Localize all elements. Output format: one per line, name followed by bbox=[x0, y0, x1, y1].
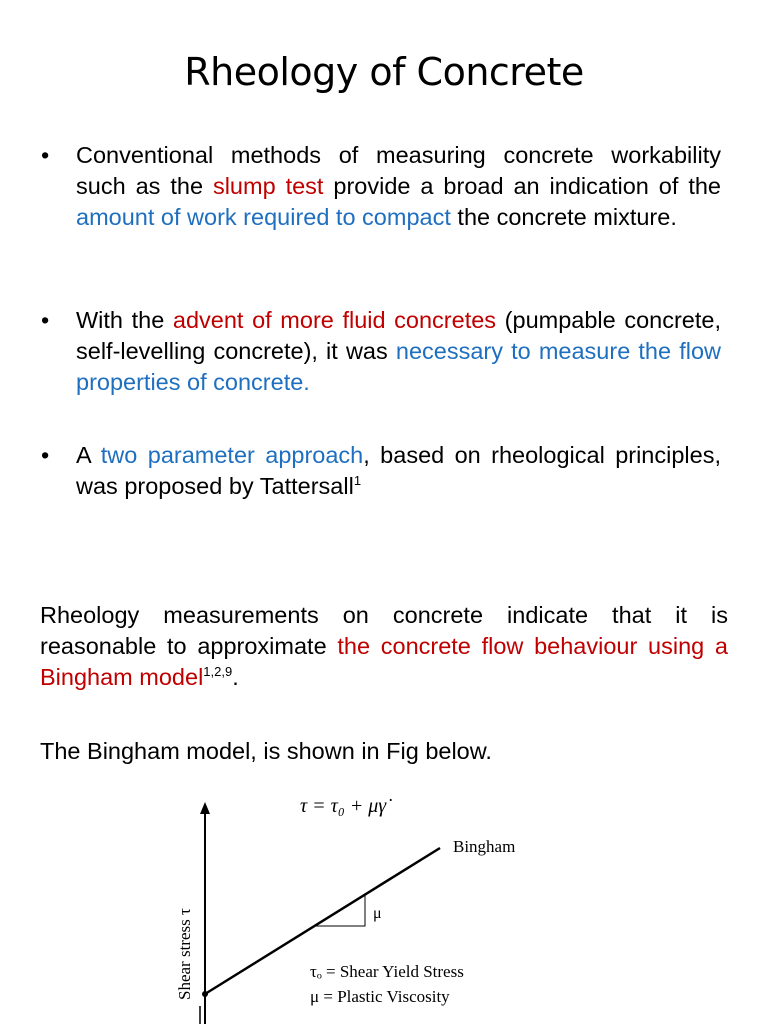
bullet-dot: • bbox=[41, 142, 50, 168]
yield-point bbox=[202, 991, 208, 997]
bullet-2-text-b: (pumpable concrete, self-levelling concrete), it was bbox=[76, 307, 721, 364]
bullet-dot: • bbox=[41, 442, 50, 468]
citation-superscript: 1,2,9 bbox=[203, 664, 233, 680]
citation-superscript: 1 bbox=[353, 473, 362, 489]
bingham-intro-paragraph: The Bingham model, is shown in Fig below. bbox=[40, 738, 492, 764]
bingham-model-highlight: the concrete flow behaviour using a Bingham model bbox=[40, 633, 728, 690]
y-axis-label: Shear stress τ bbox=[175, 908, 194, 1000]
two-parameter-highlight: two parameter approach bbox=[100, 442, 364, 468]
bullet-dot: • bbox=[41, 307, 50, 333]
bullet-1-text-b: provide a broad an indication of the bbox=[323, 173, 721, 199]
bingham-equation: τ = τ₀ + μγ̇ bbox=[300, 795, 387, 817]
bullet-1 bbox=[41, 140, 721, 233]
slope-label: μ bbox=[373, 905, 382, 922]
legend-yield-stress: τₒ = Shear Yield Stress bbox=[310, 962, 464, 981]
bingham-figure bbox=[150, 780, 570, 1024]
bullet-3-text-b: , based on rheological principles, was proposed by Tattersall bbox=[76, 442, 721, 499]
bullet-3 bbox=[41, 440, 721, 502]
bullet-3-text-a: A bbox=[76, 442, 101, 468]
slump-test-highlight: slump test bbox=[212, 173, 324, 199]
flow-properties-highlight: necessary to measure the flow properties of concrete. bbox=[76, 338, 721, 395]
bingham-line-label: Bingham bbox=[453, 837, 516, 856]
y-axis-arrow bbox=[200, 802, 210, 814]
fluid-concretes-highlight: advent of more fluid concretes bbox=[172, 307, 497, 333]
rheology-text-a: Rheology measurements on concrete indicate that it is reasonable to approximate bbox=[40, 602, 728, 659]
bullet-2-text-a: With the bbox=[76, 307, 173, 333]
compaction-work-highlight: amount of work required to compact bbox=[76, 204, 451, 230]
rheology-text-end: . bbox=[232, 664, 239, 690]
bullet-2 bbox=[41, 305, 721, 398]
legend-plastic-viscosity: μ = Plastic Viscosity bbox=[310, 987, 450, 1006]
bullet-1-text-c: the concrete mixture. bbox=[450, 204, 677, 230]
page-title: Rheology of Concrete bbox=[184, 50, 584, 94]
bullet-1-text-a: Conventional methods of measuring concrete workability such as the bbox=[76, 142, 721, 199]
rheology-paragraph bbox=[40, 600, 728, 693]
